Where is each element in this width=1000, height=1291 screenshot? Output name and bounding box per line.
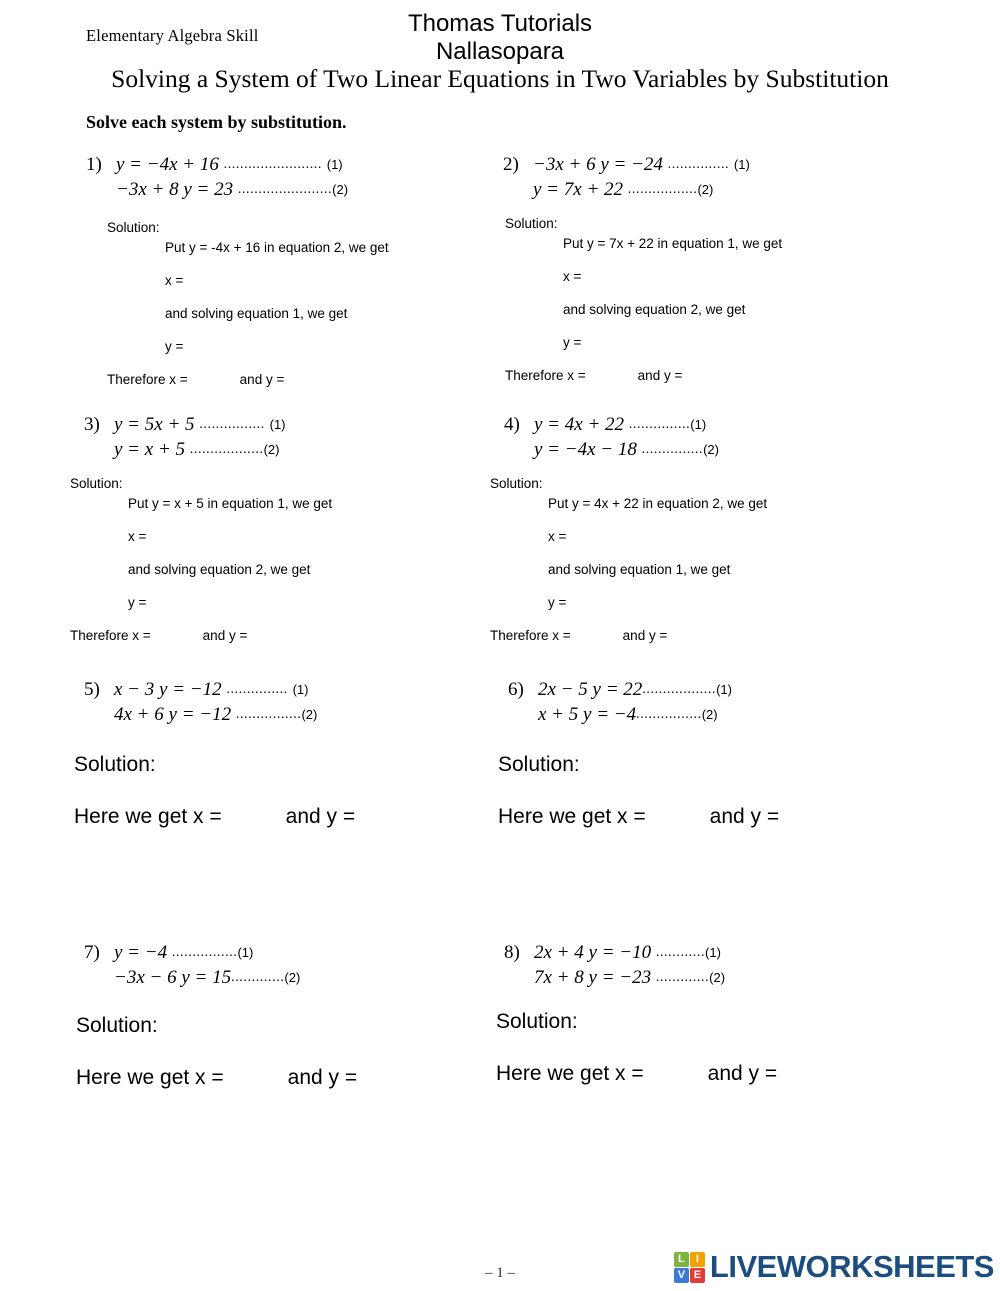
problem-4-therefore-x[interactable]: Therefore x = [490, 628, 571, 643]
problem-5-solution-label: Solution: [74, 753, 156, 776]
problem-5-eq2-leader: ................ [235, 707, 302, 722]
problem-6-eq1-leader: .................. [642, 682, 717, 697]
problem-3-put-line: Put y = x + 5 in equation 1, we get [128, 496, 333, 511]
problem-6-solution-label: Solution: [498, 753, 580, 776]
problem-3-eq2-ref: (2) [263, 442, 280, 457]
problem-3-eq2-leader: .................. [189, 442, 264, 457]
skill-label: Elementary Algebra Skill [86, 26, 259, 45]
problem-5-solution [74, 752, 355, 830]
problem-7-x-answer[interactable]: Here we get x = [76, 1066, 224, 1089]
logo-tile-l: L [674, 1252, 689, 1267]
problem-5-number: 5) [84, 679, 100, 700]
problem-5-eq2-ref: (2) [301, 707, 318, 722]
problem-5-equation-2 [84, 702, 317, 727]
problem-1-equation-2 [86, 177, 348, 202]
problem-4 [504, 412, 719, 462]
problem-7-eq1-ref: (1) [237, 945, 254, 960]
problem-8-eq1-leader: ............ [655, 945, 706, 960]
problem-4-and-line: and solving equation 1, we get [548, 562, 731, 577]
liveworksheets-logo-tiles [674, 1252, 705, 1283]
problem-7-solution-label: Solution: [76, 1014, 158, 1037]
problem-7-equation-1 [84, 940, 300, 965]
problem-4-x-answer[interactable]: x = [548, 529, 567, 544]
problem-3-y-answer[interactable]: y = [128, 595, 147, 610]
problem-3-eq1-text: y = 5x + 5 [114, 414, 195, 435]
problem-2-solution-label: Solution: [505, 216, 558, 231]
directions-text: Solve each system by substitution. [86, 112, 347, 132]
problem-8-equation-2 [504, 965, 725, 990]
problem-1-eq2-text: −3x + 8 y = 23 [116, 179, 234, 200]
logo-tile-v: V [674, 1268, 689, 1283]
problem-7-solution [76, 1013, 357, 1091]
problem-5-y-answer[interactable]: and y = [285, 805, 356, 828]
problem-8-eq1-text: 2x + 4 y = −10 [534, 942, 652, 963]
problem-6-solution [498, 752, 779, 830]
problem-8-eq2-ref: (2) [709, 970, 726, 985]
page-title: Solving a System of Two Linear Equations in Two Variables by Substitution [111, 64, 889, 93]
problem-8-x-answer[interactable]: Here we get x = [496, 1062, 644, 1085]
problem-7-equation-2 [84, 965, 300, 990]
problem-2-eq1-leader: ............... [667, 157, 730, 172]
problem-8-y-answer[interactable]: and y = [707, 1062, 778, 1085]
problem-7-y-answer[interactable]: and y = [287, 1066, 358, 1089]
problem-3-eq1-ref: (1) [269, 417, 286, 432]
problem-1 [86, 152, 348, 202]
problem-2-eq2-text: y = 7x + 22 [533, 179, 624, 200]
problem-6-eq2-ref: (2) [701, 707, 718, 722]
problem-4-eq1-leader: ............... [628, 417, 691, 432]
problem-1-eq2-ref: (2) [332, 182, 349, 197]
problem-6-eq2-leader: ................ [636, 707, 702, 722]
problem-3-solution [70, 476, 332, 644]
problem-7-eq2-text: −3x − 6 y = 15 [114, 967, 232, 988]
problem-8-number: 8) [504, 942, 520, 963]
problem-8-eq1-ref: (1) [705, 945, 721, 960]
problem-1-therefore-line [107, 372, 389, 388]
problem-1-y-answer[interactable]: y = [165, 339, 184, 354]
problem-4-therefore-line [490, 628, 767, 644]
problem-1-eq1-text: y = −4x + 16 [116, 154, 219, 175]
problem-3-eq2-text: y = x + 5 [114, 439, 186, 460]
problem-4-solution-label: Solution: [490, 476, 543, 491]
problem-5-eq1-ref: (1) [292, 682, 309, 697]
problem-1-eq1-ref: (1) [326, 157, 343, 172]
problem-3-equation-2 [84, 437, 286, 462]
problem-1-x-answer[interactable]: x = [165, 273, 184, 288]
problem-6-equation-1 [508, 677, 732, 702]
problem-6-y-answer[interactable]: and y = [709, 805, 780, 828]
liveworksheets-wordmark: LIVEWORKSHEETS [709, 1249, 994, 1284]
problem-8-eq2-leader: ............. [655, 970, 710, 985]
problem-4-eq2-ref: (2) [703, 442, 719, 457]
problem-1-solution [107, 220, 389, 388]
problem-2-therefore-line [505, 368, 782, 384]
problem-7-eq2-ref: (2) [284, 970, 301, 985]
problem-4-solution [490, 476, 767, 644]
problem-2-equation-2 [503, 177, 750, 202]
problem-2-x-answer[interactable]: x = [563, 269, 582, 284]
problem-5-equation-1 [84, 677, 317, 702]
problem-2-and-line: and solving equation 2, we get [563, 302, 746, 317]
problem-7-number: 7) [84, 942, 100, 963]
problem-3-eq1-leader: ................ [199, 417, 265, 432]
problem-1-eq1-leader: ........................ [223, 157, 322, 172]
problem-8-solution [496, 1009, 777, 1087]
problem-1-equation-1 [86, 152, 348, 177]
liveworksheets-logo[interactable] [674, 1249, 994, 1285]
problem-7-eq1-text: y = −4 [114, 942, 168, 963]
problem-4-y-answer[interactable]: y = [548, 595, 567, 610]
problem-1-put-line: Put y = -4x + 16 in equation 2, we get [165, 240, 389, 255]
problem-5-x-answer[interactable]: Here we get x = [74, 805, 222, 828]
problem-4-eq2-text: y = −4x − 18 [534, 439, 637, 460]
problem-2-eq1-ref: (1) [733, 157, 750, 172]
problem-4-put-line: Put y = 4x + 22 in equation 2, we get [548, 496, 768, 511]
problem-6 [508, 677, 732, 727]
problem-4-eq1-text: y = 4x + 22 [534, 414, 625, 435]
problem-3-solution-label: Solution: [70, 476, 123, 491]
problem-2-equation-1 [503, 152, 750, 177]
problem-8-solution-label: Solution: [496, 1010, 578, 1033]
problem-5-eq2-text: 4x + 6 y = −12 [114, 704, 232, 725]
problem-5-answer-line [74, 804, 355, 830]
problem-2-eq2-leader: ................. [627, 182, 698, 197]
problem-5-eq1-text: x − 3 y = −12 [114, 679, 222, 700]
problem-2 [503, 152, 750, 202]
problem-1-solution-label: Solution: [107, 220, 160, 235]
problem-4-therefore-y[interactable]: and y = [622, 628, 668, 643]
problem-6-answer-line [498, 804, 779, 830]
page-number: – 1 – [485, 1265, 515, 1281]
problem-7-eq2-leader: ............. [231, 970, 285, 985]
problem-6-x-answer[interactable]: Here we get x = [498, 805, 646, 828]
problem-1-number: 1) [86, 154, 102, 175]
problem-3-therefore-y[interactable]: and y = [202, 628, 248, 643]
logo-tile-e: E [690, 1268, 705, 1283]
problem-3 [84, 412, 286, 462]
problem-6-equation-2 [508, 702, 732, 727]
problem-4-equation-2 [504, 437, 719, 462]
problem-5 [84, 677, 317, 727]
problem-1-and-line: and solving equation 1, we get [165, 306, 348, 321]
problem-2-eq2-ref: (2) [697, 182, 714, 197]
problem-3-equation-1 [84, 412, 286, 437]
logo-tile-i: I [690, 1252, 705, 1267]
problem-6-eq1-ref: (1) [716, 682, 732, 697]
tutorial-name: Thomas Tutorials [407, 10, 593, 37]
problem-7-eq1-leader: ................ [171, 945, 238, 960]
problem-7 [84, 940, 300, 990]
problem-5-eq1-leader: ............... [226, 682, 288, 697]
tutorial-city: Nallasopara [435, 38, 565, 65]
problem-2-y-answer[interactable]: y = [563, 335, 582, 350]
problem-2-put-line: Put y = 7x + 22 in equation 1, we get [563, 236, 783, 251]
problem-4-number: 4) [504, 414, 520, 435]
problem-1-therefore-y[interactable]: and y = [239, 372, 285, 387]
problem-8-eq2-text: 7x + 8 y = −23 [534, 967, 652, 988]
problem-2-eq1-text: −3x + 6 y = −24 [533, 154, 663, 175]
problem-3-and-line: and solving equation 2, we get [128, 562, 311, 577]
problem-6-number: 6) [508, 679, 524, 700]
problem-3-x-answer[interactable]: x = [128, 529, 147, 544]
problem-6-eq2-text: x + 5 y = −4 [538, 704, 637, 725]
problem-1-therefore-x[interactable]: Therefore x = [107, 372, 188, 387]
problem-3-therefore-x[interactable]: Therefore x = [70, 628, 151, 643]
problem-3-number: 3) [84, 414, 100, 435]
problem-8 [504, 940, 725, 990]
problem-2-therefore-y[interactable]: and y = [637, 368, 683, 383]
problem-2-therefore-x[interactable]: Therefore x = [505, 368, 586, 383]
problem-4-equation-1 [504, 412, 719, 437]
problem-2-number: 2) [503, 154, 519, 175]
problem-7-answer-line [76, 1065, 357, 1091]
problem-1-eq2-leader: ....................... [237, 182, 333, 197]
problem-2-solution [505, 216, 782, 384]
problem-8-answer-line [496, 1061, 777, 1087]
problem-8-equation-1 [504, 940, 725, 965]
problem-4-eq1-ref: (1) [690, 417, 707, 432]
problem-3-therefore-line [70, 628, 332, 644]
problem-4-eq2-leader: ............... [641, 442, 704, 457]
problem-6-eq1-text: 2x − 5 y = 22 [538, 679, 643, 700]
